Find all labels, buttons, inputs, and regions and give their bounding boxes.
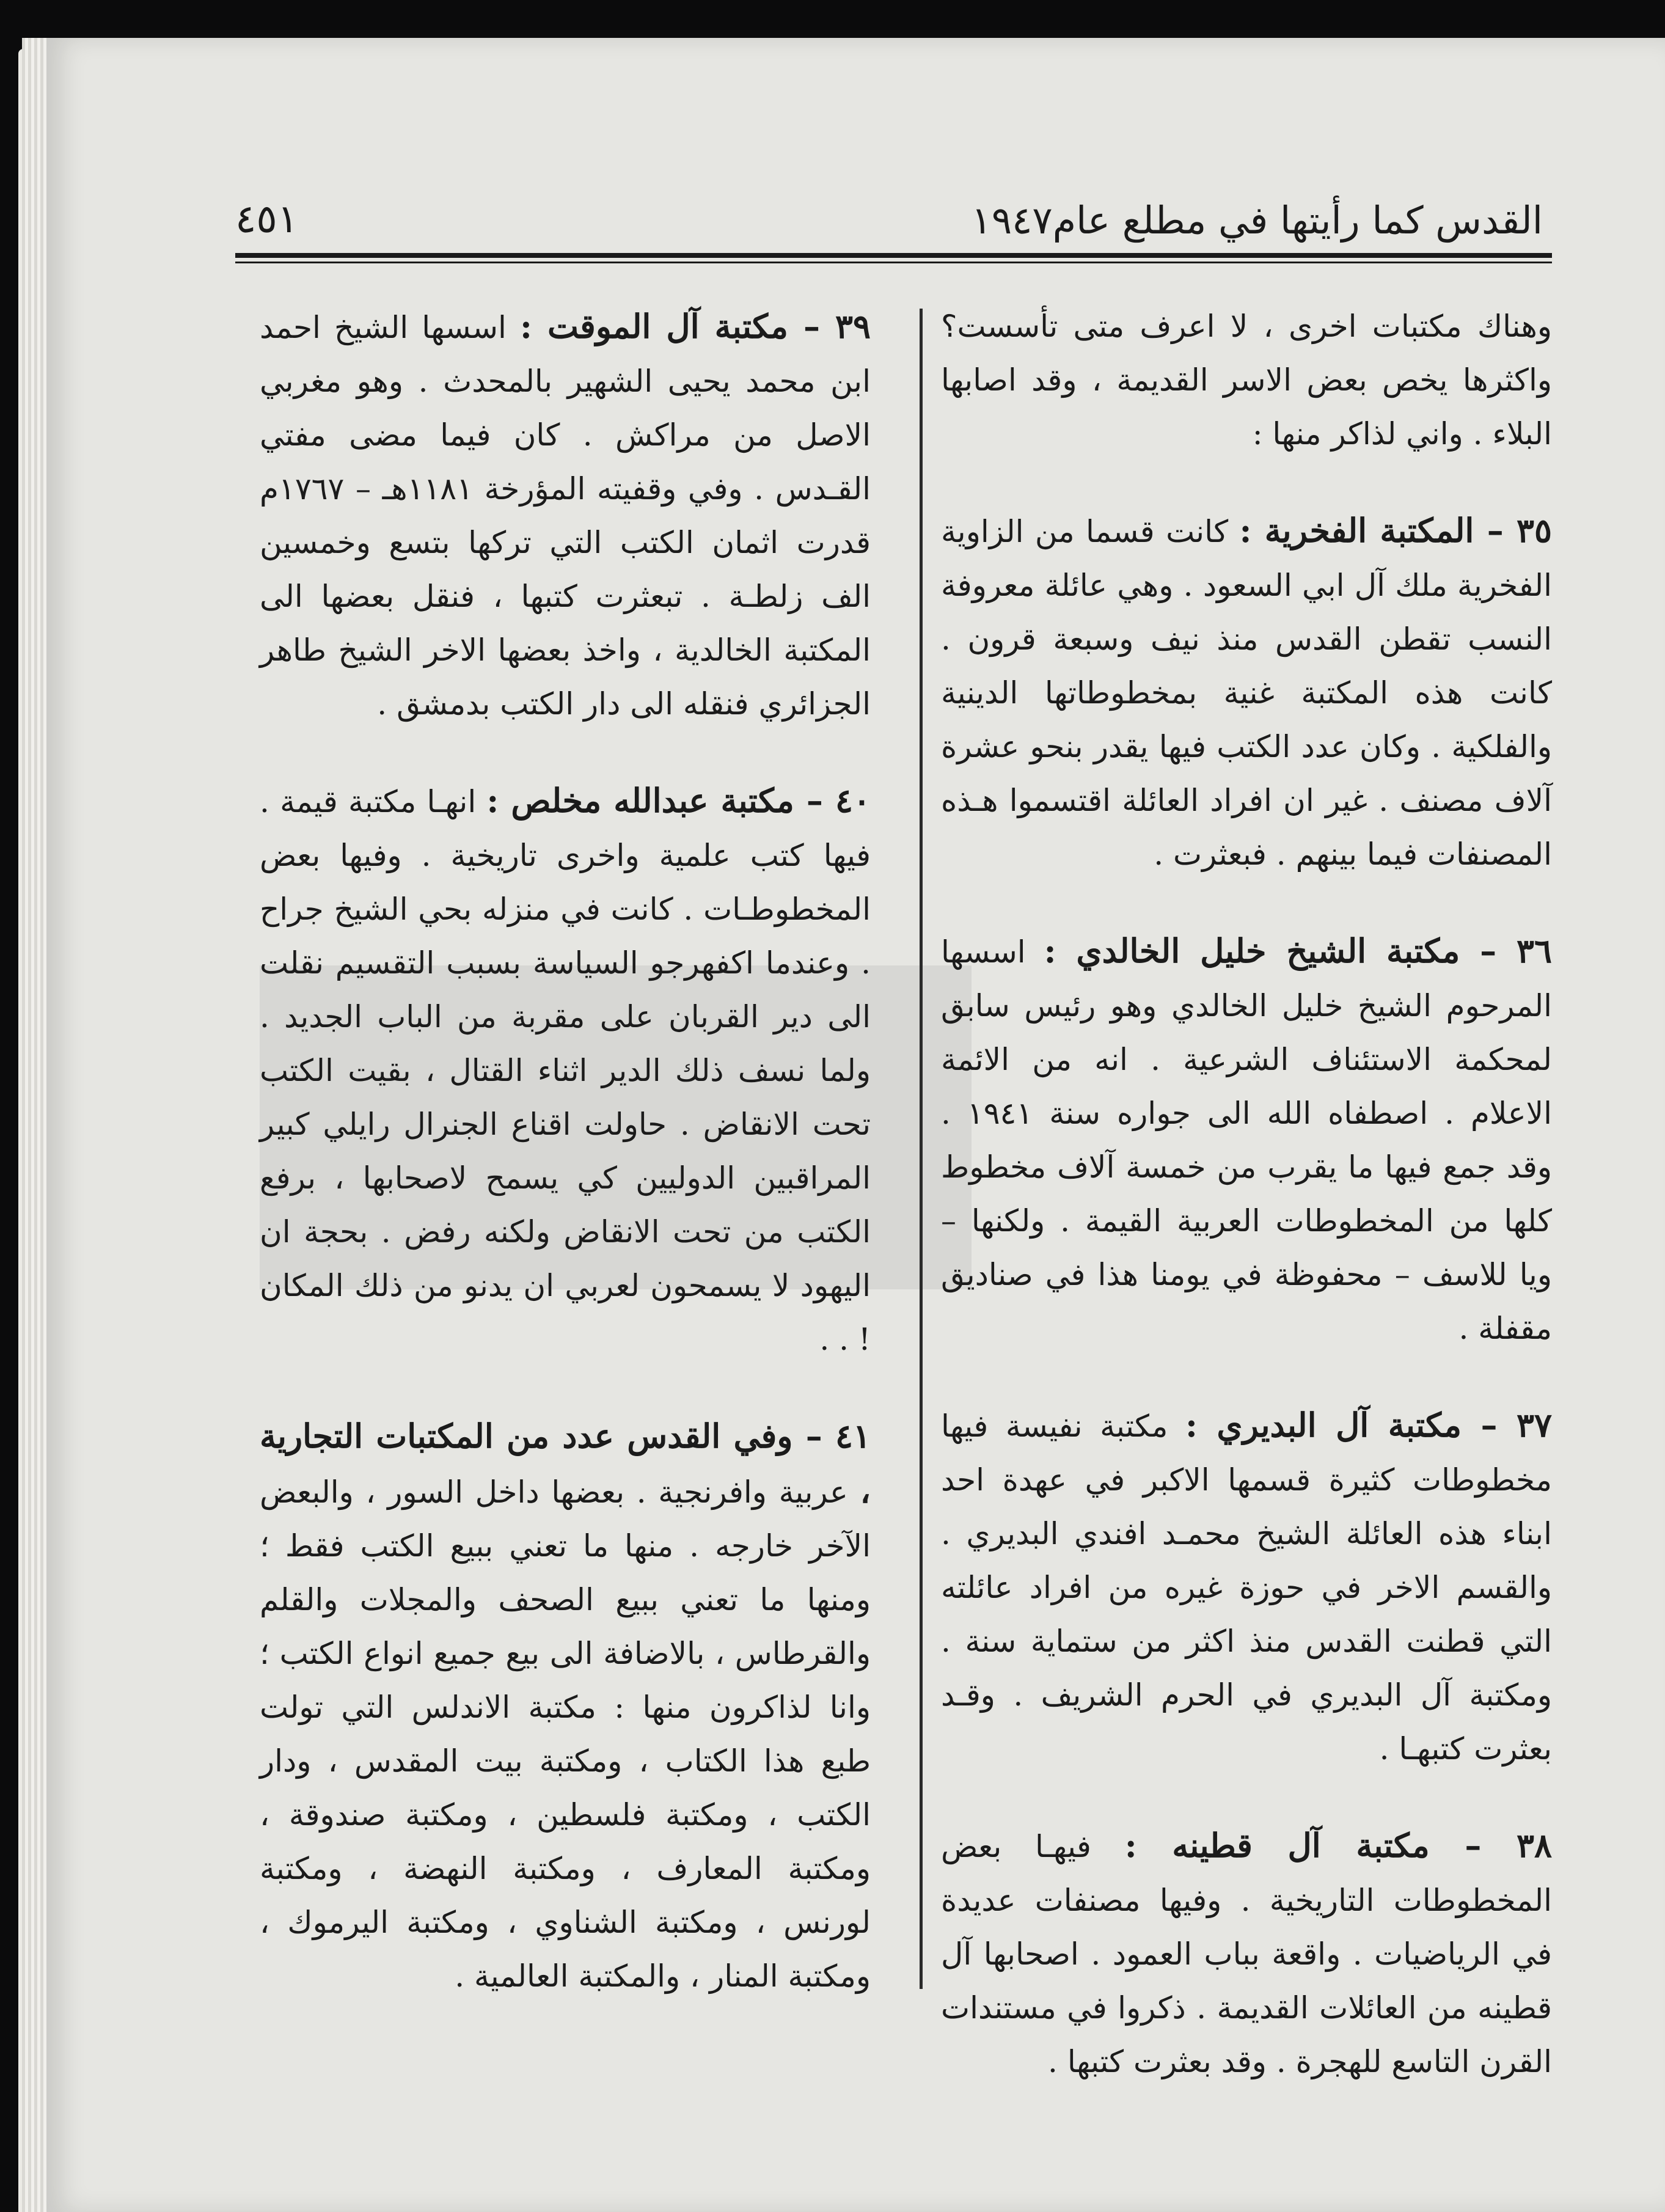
header-rule-thick [235,253,1552,258]
entry-heading: ٣٥ – المكتبة الفخرية : [1239,511,1552,550]
entry-39 [260,299,871,731]
entry-body: كانت قسما من الزاوية الفخرية ملك آل ابي السعود . وهي عائلة معروفة النسب تقطن القدس منذ نيف وسبعة قرون . كانت هذه المكتبة غنية بمخطوطاتها الدينية والفلكية . وكان عدد الكتب فيها يقدر بنحو عشرة آلاف مصنف . غير ان افراد العائلة اقتسموا هـذه المصنفات فيما بينهم . فبعثرت . [941,514,1552,872]
entry-body: اسسها المرحوم الشيخ خليل الخالدي وهو رئيس سابق لمحكمة الاستئناف الشرعية . انه من الائمة الاعلام . اصطفاه الله الى جواره سنة ١٩٤١ . وقد جمع فيها ما يقرب من خمسة آلاف مخطوط كلها من المخطوطات العربية القيمة . ولكنها – ويا للاسف – محفوظة في يومنا هذا في صناديق مقفلة . [941,934,1552,1346]
entry-body: مكتبة نفيسة فيها مخطوطات كثيرة قسمها الاكبر في عهدة احد ابناء هذه العائلة الشيخ محمـد افندي البديري . والقسم الاخر في حوزة غيره من افراد عائلته التي قطنت القدس منذ اكثر من ستماية سنة . ومكتبة آل البديري في الحرم الشريف . وقـد بعثرت كتبهـا . [941,1408,1552,1767]
intro-paragraph [941,299,1552,461]
running-title: القدس كما رأيتها في مطلع عام١٩٤٧ [971,198,1543,243]
entry-heading: ٣٧ – مكتبة آل البديري : [1185,1405,1552,1445]
page-number: ٤٥١ [235,197,299,242]
entry-heading: ٤٠ – مكتبة عبدالله مخلص : [486,781,871,820]
entry-35 [941,504,1552,881]
left-column [260,299,871,2071]
entry-heading: ٣٦ – مكتبة الشيخ خليل الخالدي : [1044,931,1552,970]
entry-38 [941,1818,1552,2089]
right-column [941,299,1552,2079]
entry-body: فيهـا بعض المخطوطات التاريخية . وفيها مصنفات عديدة في الرياضيات . واقعة بباب العمود . اصحابها آل قطينه من العائلات القديمة . ذكروا في مستندات القرن التاسع للهجرة . وقد بعثرت كتبها . [941,1829,1552,2079]
entry-heading: ٣٨ – مكتبة آل قطينه : [1124,1826,1552,1865]
header-rule-thin [235,262,1552,263]
entry-body: انهـا مكتبة قيمة . فيها كتب علمية واخرى تاريخية . وفيها بعض المخطوطـات . كانت في منزله بحي الشيخ جراح . وعندما اكفهرجو السياسة بسبب التقسيم نقلت الى دير القربان على مقربة من الباب الجديد . ولما نسف ذلك الدير اثناء القتال ، بقيت الكتب تحت الانقاض . حاولت اقناع الجنرال رايلي كبير المراقبين الدوليين كي يسمح لاصحابها ، برفع الكتب من تحت الانقاض ولكنه رفض . بحجة ان اليهود لا يسمحون لعربي ان يدنو من ذلك المكان ! . . [260,784,871,1357]
page-header [235,194,1543,253]
entry-heading: ٤١ – وفي القدس عدد من المكتبات التجارية ، [260,1416,871,1511]
entry-heading: ٣٩ – مكتبة آل الموقت : [520,307,871,346]
entry-36 [941,924,1552,1355]
entry-41 [260,1409,871,2003]
column-divider [920,309,923,1989]
intro-text: وهناك مكتبات اخرى ، لا اعرف متى تأسست؟ واكثرها يخص بعض الاسر القديمة ، وقد اصابها البلاء . واني لذاكر منها : [941,309,1552,452]
entry-37 [941,1398,1552,1776]
entry-body: اسسها الشيخ احمد ابن محمد يحيى الشهير بالمحدث . وهو مغربي الاصل من مراكش . كان فيما مضى مفتي القـدس . وفي وقفيته المؤرخة ١١٨١هـ – ١٧٦٧م قدرت اثمان الكتب التي تركها بتسع وخمسين الف زلطـة . تبعثرت كتبها ، فنقل بعضها الى المكتبة الخالدية ، واخذ بعضها الاخر الشيخ طاهر الجزائري فنقله الى دار الكتب بدمشق . [260,310,871,722]
entry-body: عربية وافرنجية . بعضها داخل السور ، والبعض الآخر خارجه . منها ما تعني ببيع الكتب فقط ؛ ومنها ما تعني ببيع الصحف والمجلات والقلم والقرطاس ، بالاضافة الى بيع جميع انواع الكتب ؛ وانا لذاكرون منها : مكتبة الاندلس التي تولت طبع هذا الكتاب ، ومكتبة بيت المقدس ، ودار الكتب ، ومكتبة فلسطين ، ومكتبة صندوقة ، ومكتبة المعارف ، ومكتبة النهضة ، ومكتبة لورنس ، ومكتبة الشناوي ، ومكتبة اليرموك ، ومكتبة المنار ، والمكتبة العالمية . [260,1474,871,1994]
entry-40 [260,774,871,1366]
